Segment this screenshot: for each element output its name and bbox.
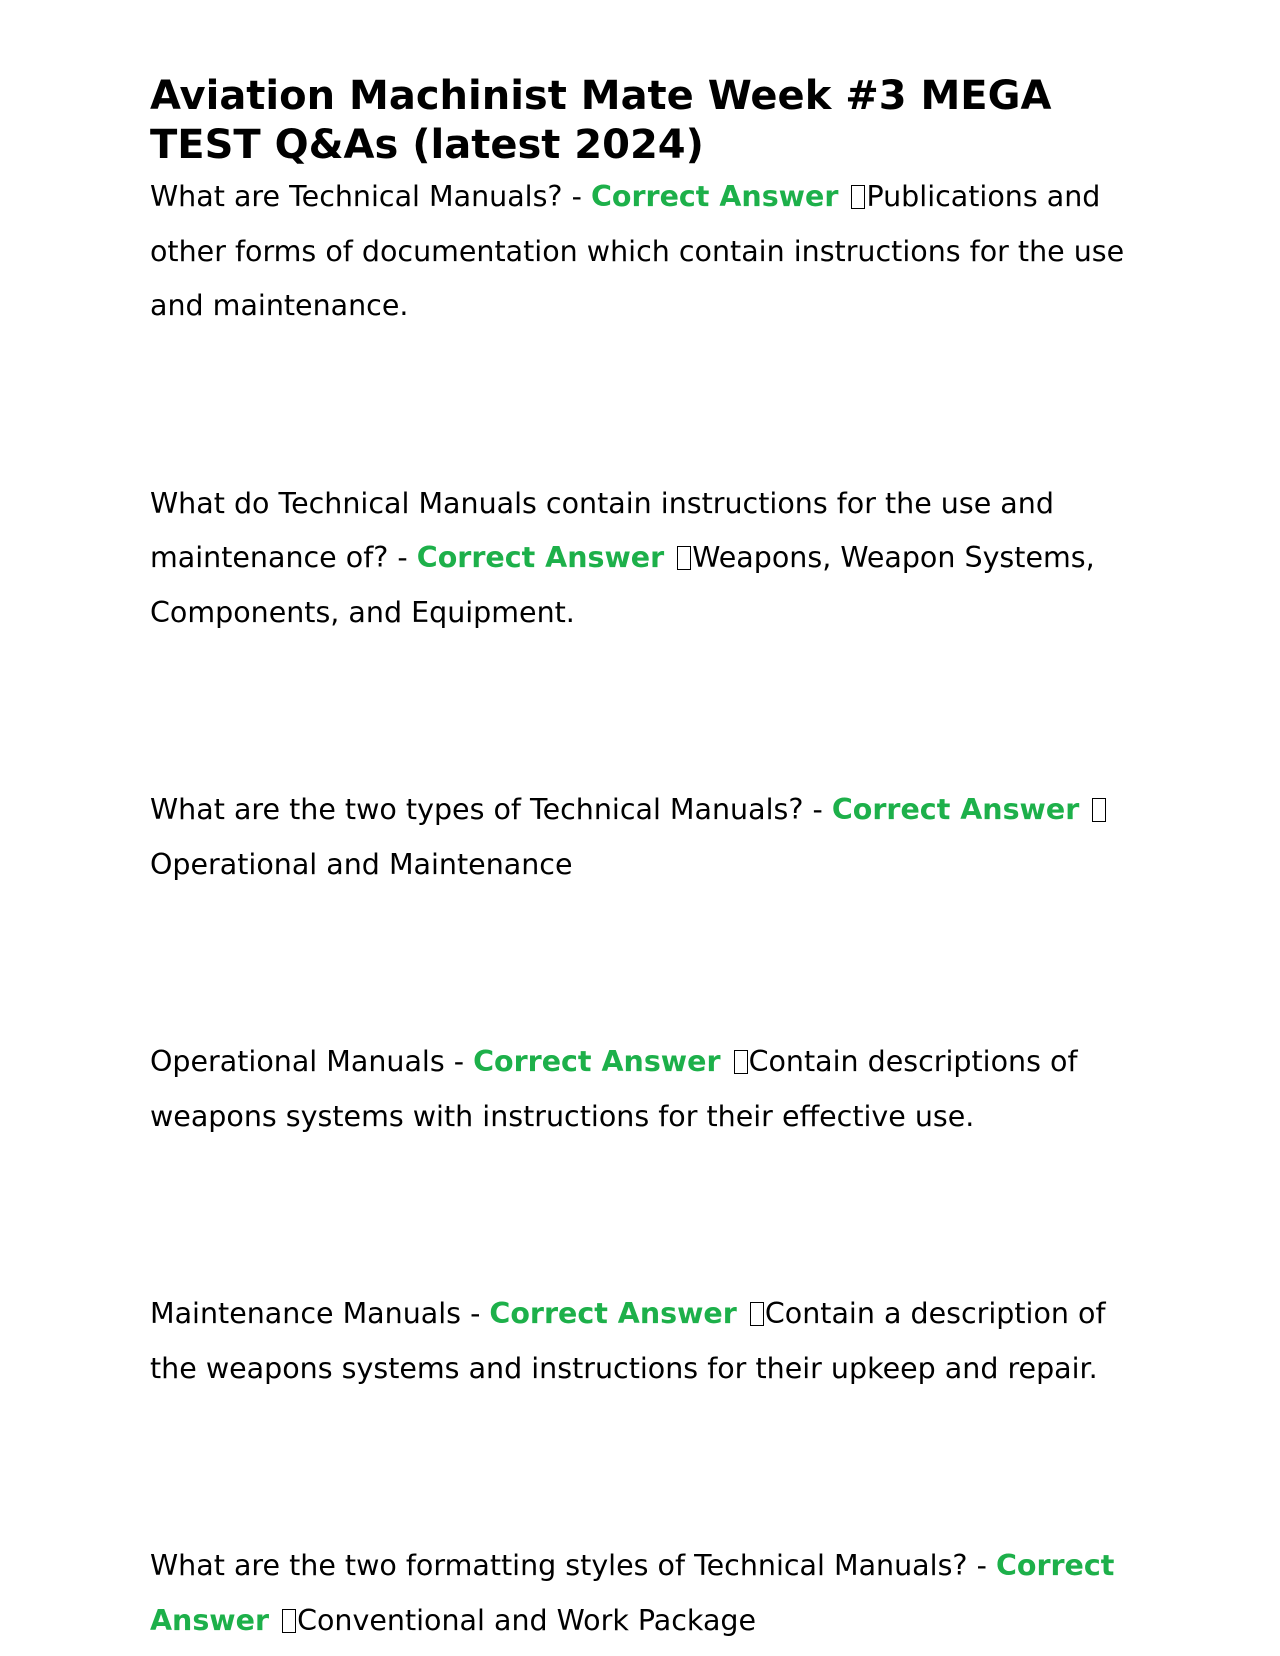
missing-glyph-box-icon bbox=[677, 546, 691, 570]
answer-text: Contain a description of the weapons systems and instructions for their upkeep and repair. bbox=[150, 1297, 1106, 1385]
missing-glyph-box-icon bbox=[851, 185, 865, 209]
question-text: What do Technical Manuals contain instructions for the use and maintenance of? bbox=[150, 486, 1054, 574]
document-page bbox=[150, 72, 1130, 1648]
qa-list bbox=[150, 170, 1130, 1648]
question-text: Maintenance Manuals bbox=[150, 1297, 462, 1330]
question-text: Operational Manuals bbox=[150, 1045, 445, 1078]
answer-text: Operational and Maintenance bbox=[150, 847, 573, 881]
qa-item bbox=[150, 1287, 1130, 1396]
missing-glyph-box-icon bbox=[1092, 798, 1106, 822]
missing-glyph-box-icon bbox=[734, 1050, 748, 1074]
separator: - bbox=[388, 541, 417, 574]
correct-answer-label: Correct Answer bbox=[150, 1549, 1115, 1637]
separator: - bbox=[444, 1045, 474, 1078]
question-text: What are the two types of Technical Manuals? bbox=[150, 793, 804, 826]
missing-glyph-box-icon bbox=[750, 1302, 764, 1326]
answer-text: Weapons, Weapon Systems, Components, and Equipment. bbox=[150, 541, 1095, 629]
answer-text: Publications and other forms of documentation which contain instructions for the use and maintenance. bbox=[150, 180, 1125, 322]
correct-answer-label: Correct Answer bbox=[473, 1045, 721, 1078]
separator: - bbox=[967, 1549, 996, 1582]
answer-text: Contain descriptions of weapons systems with instructions for their effective use. bbox=[150, 1045, 1078, 1133]
missing-glyph-box-icon bbox=[282, 1609, 296, 1633]
answer-text: Conventional and Work Package bbox=[297, 1603, 757, 1637]
qa-item bbox=[150, 783, 1130, 892]
qa-item bbox=[150, 1035, 1130, 1144]
separator: - bbox=[461, 1297, 490, 1330]
correct-answer-label: Correct Answer bbox=[831, 793, 1080, 826]
question-text: What are the two formatting styles of Technical Manuals? bbox=[150, 1549, 968, 1582]
qa-item bbox=[150, 477, 1130, 641]
document-title: Aviation Machinist Mate Week #3 MEGA TEST Q&As (latest 2024) bbox=[150, 73, 1052, 168]
qa-item bbox=[150, 1539, 1130, 1648]
correct-answer-label: Correct Answer bbox=[590, 180, 839, 213]
correct-answer-label: Correct Answer bbox=[489, 1297, 737, 1330]
question-text: What are Technical Manuals? bbox=[150, 180, 563, 213]
separator: - bbox=[562, 180, 591, 213]
qa-item bbox=[150, 170, 1130, 334]
correct-answer-label: Correct Answer bbox=[416, 541, 665, 574]
separator: - bbox=[803, 793, 832, 826]
